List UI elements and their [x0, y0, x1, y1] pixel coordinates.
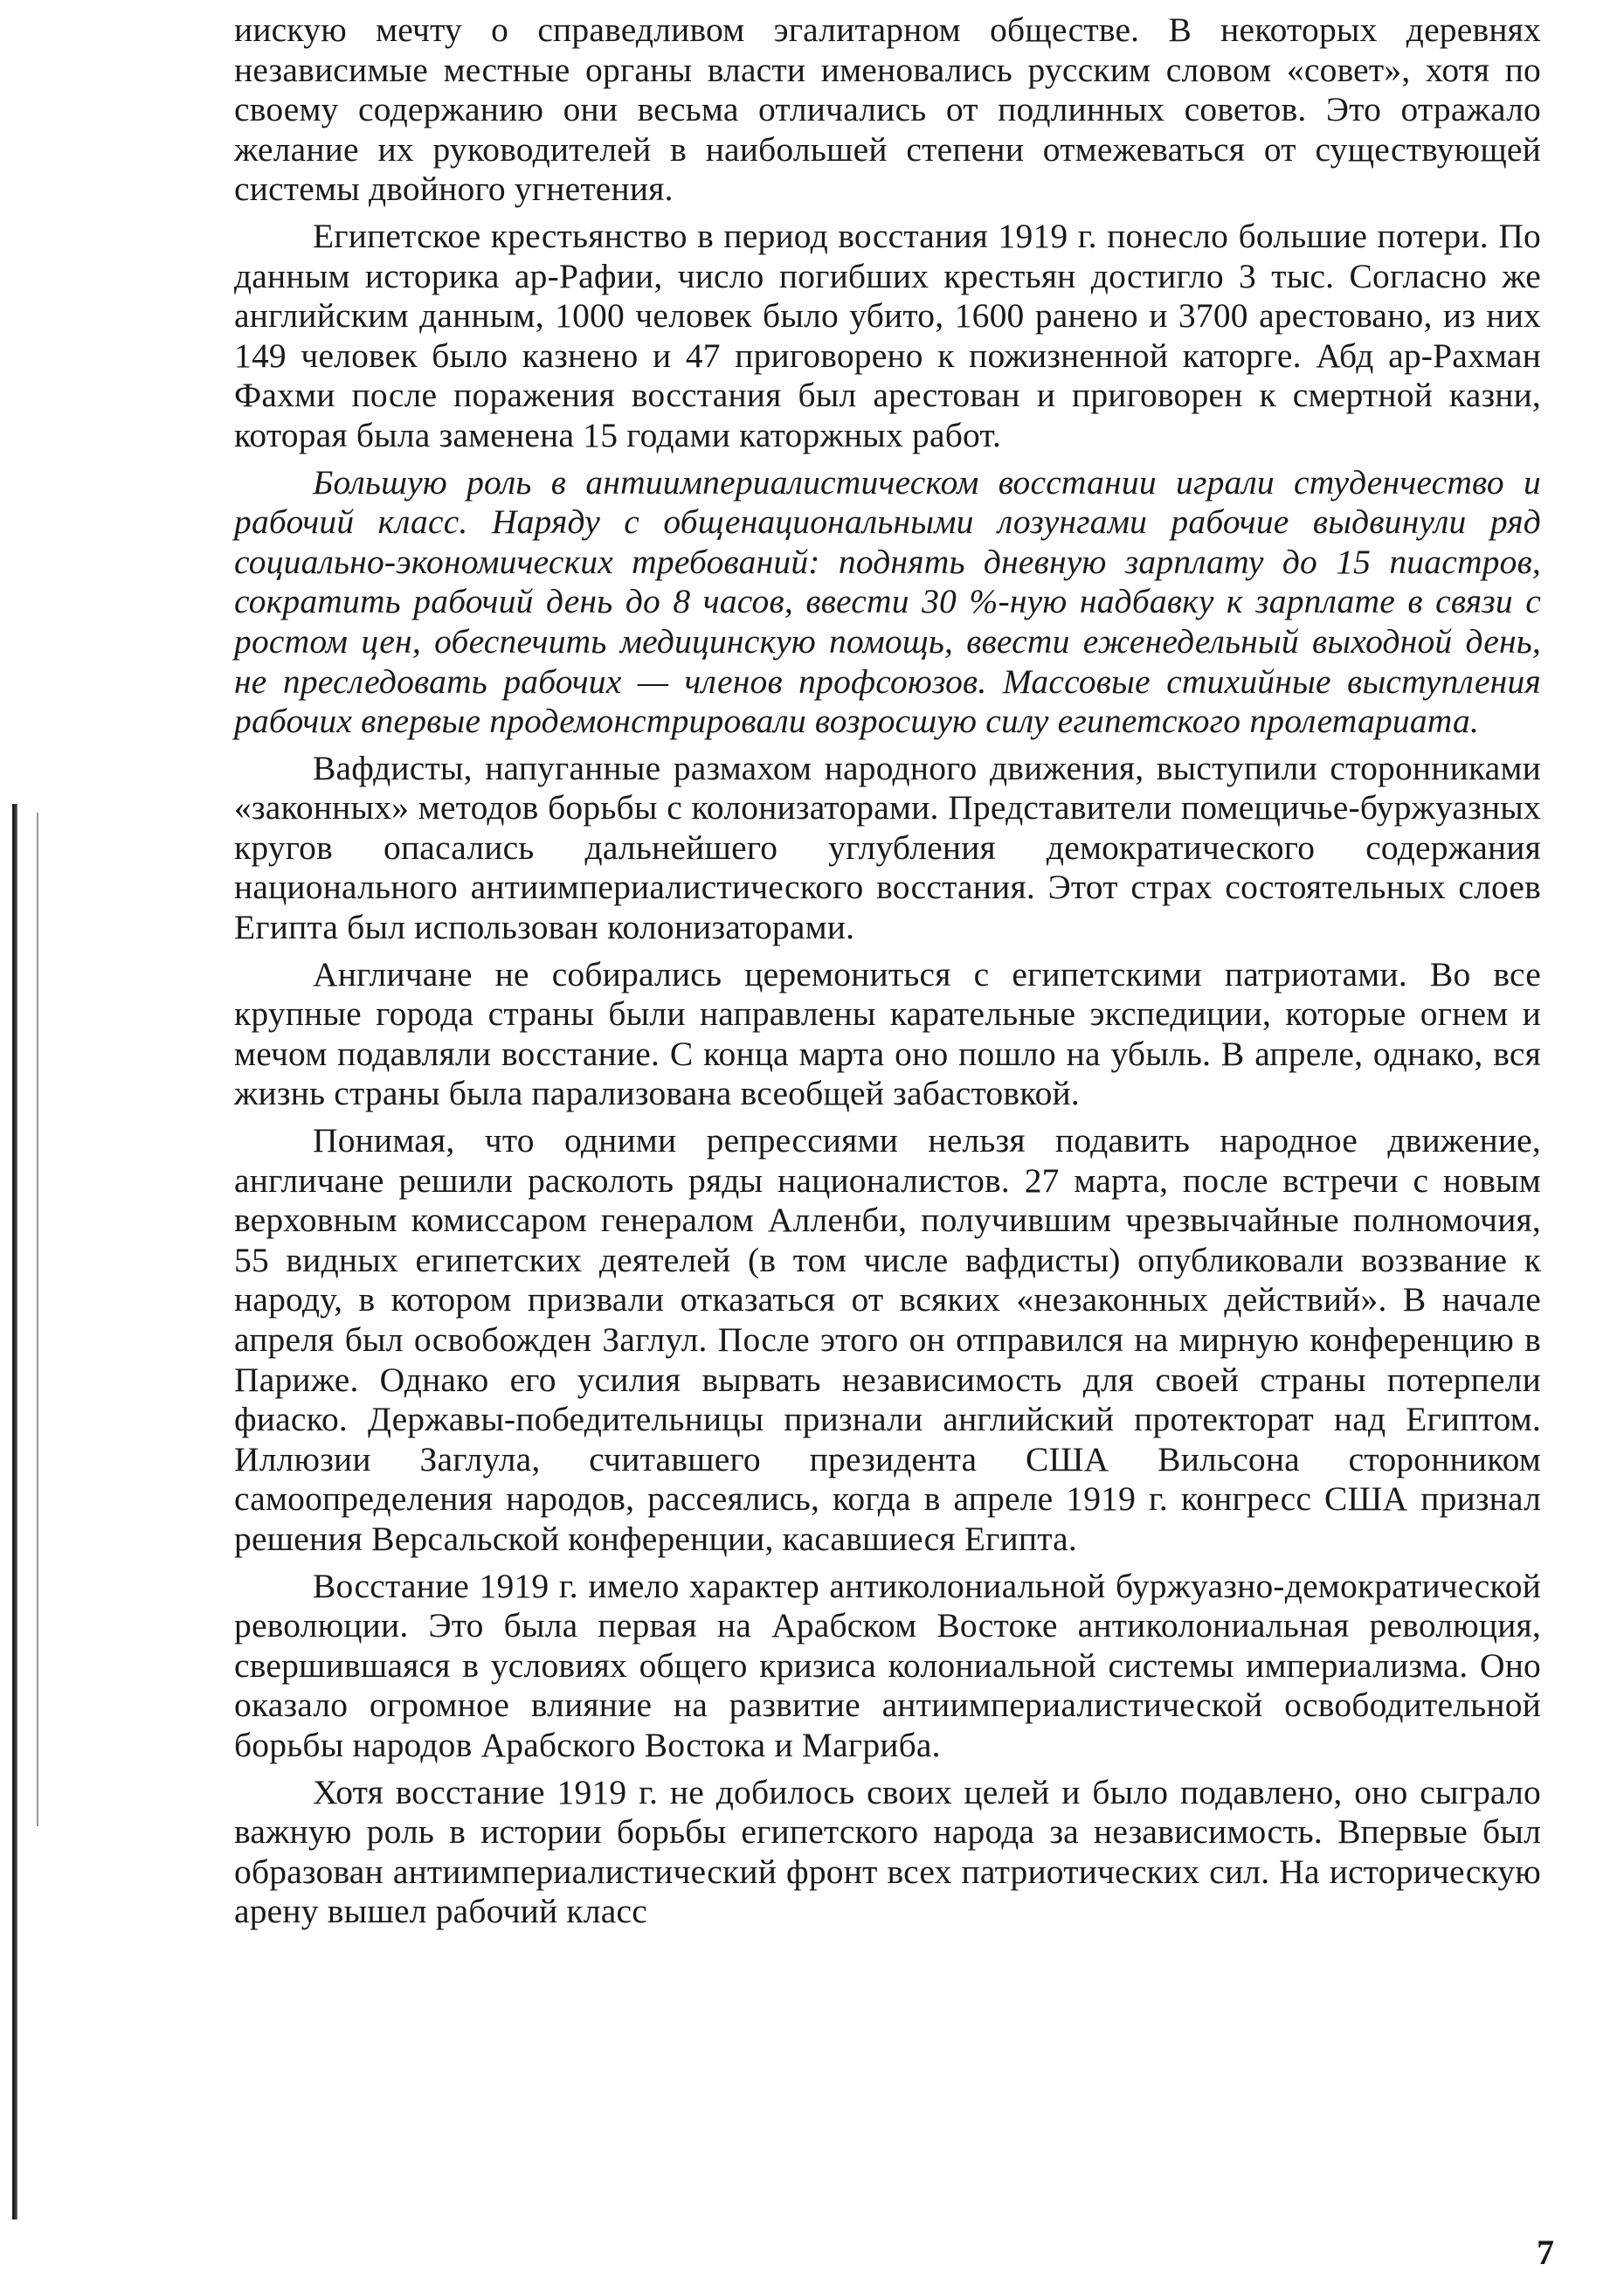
binding-shadow — [12, 804, 17, 2219]
paragraph-7: Восстание 1919 г. имело характер антиколониальной буржуазно-демократической революции. Это была первая на Арабском Востоке антиколониальная революция, свершившаяся в условиях общего кризиса колониальной системы империализма. Оно оказало огромное влияние на развитие антиимпериалистической освободительной борьбы народов Арабского Востока и Магриба. — [234, 1566, 1541, 1764]
binding-line — [37, 813, 38, 1826]
body-text — [234, 10, 1541, 1939]
paragraph-8: Хотя восстание 1919 г. не добилось своих целей и было подавлено, оно сыграло важную роль в истории борьбы египетского народа за независимость. Впервые был образован антиимпериалистический фронт всех патриотических сил. На историческую арену вышел рабочий класс — [234, 1772, 1541, 1931]
paragraph-5: Англичане не собирались церемониться с египетскими патриотами. Во все крупные города страны были направлены карательные экспедиции, которые огнем и мечом подавляли восстание. С конца марта оно пошло на убыль. В апреле, однако, вся жизнь страны была парализована всеобщей забастовкой. — [234, 954, 1541, 1113]
page-number: 7 — [1537, 2233, 1554, 2272]
paragraph-6: Понимая, что одними репрессиями нельзя подавить народное движение, англичане решили расколоть ряды националистов. 27 марта, после встречи с новым верховным комиссаром генералом Алленби, получившим чрезвычайные полномочия, 55 видных египетских деятелей (в том числе вафдисты) опубликовали воззвание к народу, в котором призвали отказаться от всяких «незаконных действий». В начале апреля был освобожден Заглул. После этого он отправился на мирную конференцию в Париже. Однако его усилия вырвать независимость для своей страны потерпели фиаско. Державы-победительницы признали английский протекторат над Египтом. Иллюзии Заглула, считавшего президента США Вильсона сторонником самоопределения народов, рассеялись, когда в апреле 1919 г. конгресс США признал решения Версальской конференции, касавшиеся Египта. — [234, 1121, 1541, 1558]
paragraph-1: иискую мечту о справедливом эгалитарном обществе. В некоторых деревнях независимые местные органы власти именовались русским словом «совет», хотя по своему содержанию они весьма отличались от подлинных советов. Это отражало желание их руководителей в наибольшей степени отмежеваться от существующей системы двойного угнетения. — [234, 10, 1541, 209]
paragraph-4: Вафдисты, напуганные размахом народного движения, выступили сторонниками «законных» методов борьбы с колонизаторами. Представители помещичье-буржуазных кругов опасались дальнейшего углубления демократического содержания национального антиимпериалистического восстания. Этот страх состоятельных слоев Египта был использован колонизаторами. — [234, 748, 1541, 947]
paragraph-3: Большую роль в антиимпериалистическом восстании играли студенчество и рабочий класс. Наряду с общенациональными лозунгами рабочие выдвинули ряд социально-экономических требований: поднять дневную зарплату до 15 пиастров, сократить рабочий день до 8 часов, ввести 30 %-ную надбавку к зарплате в связи с ростом цен, обеспечить медицинскую помощь, ввести еженедельный выходной день, не преследовать рабочих — членов профсоюзов. Массовые стихийные выступления рабочих впервые продемонстрировали возросшую силу египетского пролетариата. — [234, 462, 1541, 741]
paragraph-2: Египетское крестьянство в период восстания 1919 г. понесло большие потери. По данным историка ар-Рафии, число погибших крестьян достигло 3 тыс. Согласно же английским данным, 1000 человек было убито, 1600 ранено и 3700 арестовано, из них 149 человек было казнено и 47 приговорено к пожизненной каторге. Абд ар-Рахман Фахми после поражения восстания был арестован и приговорен к смертной казни, которая была заменена 15 годами каторжных работ. — [234, 216, 1541, 454]
